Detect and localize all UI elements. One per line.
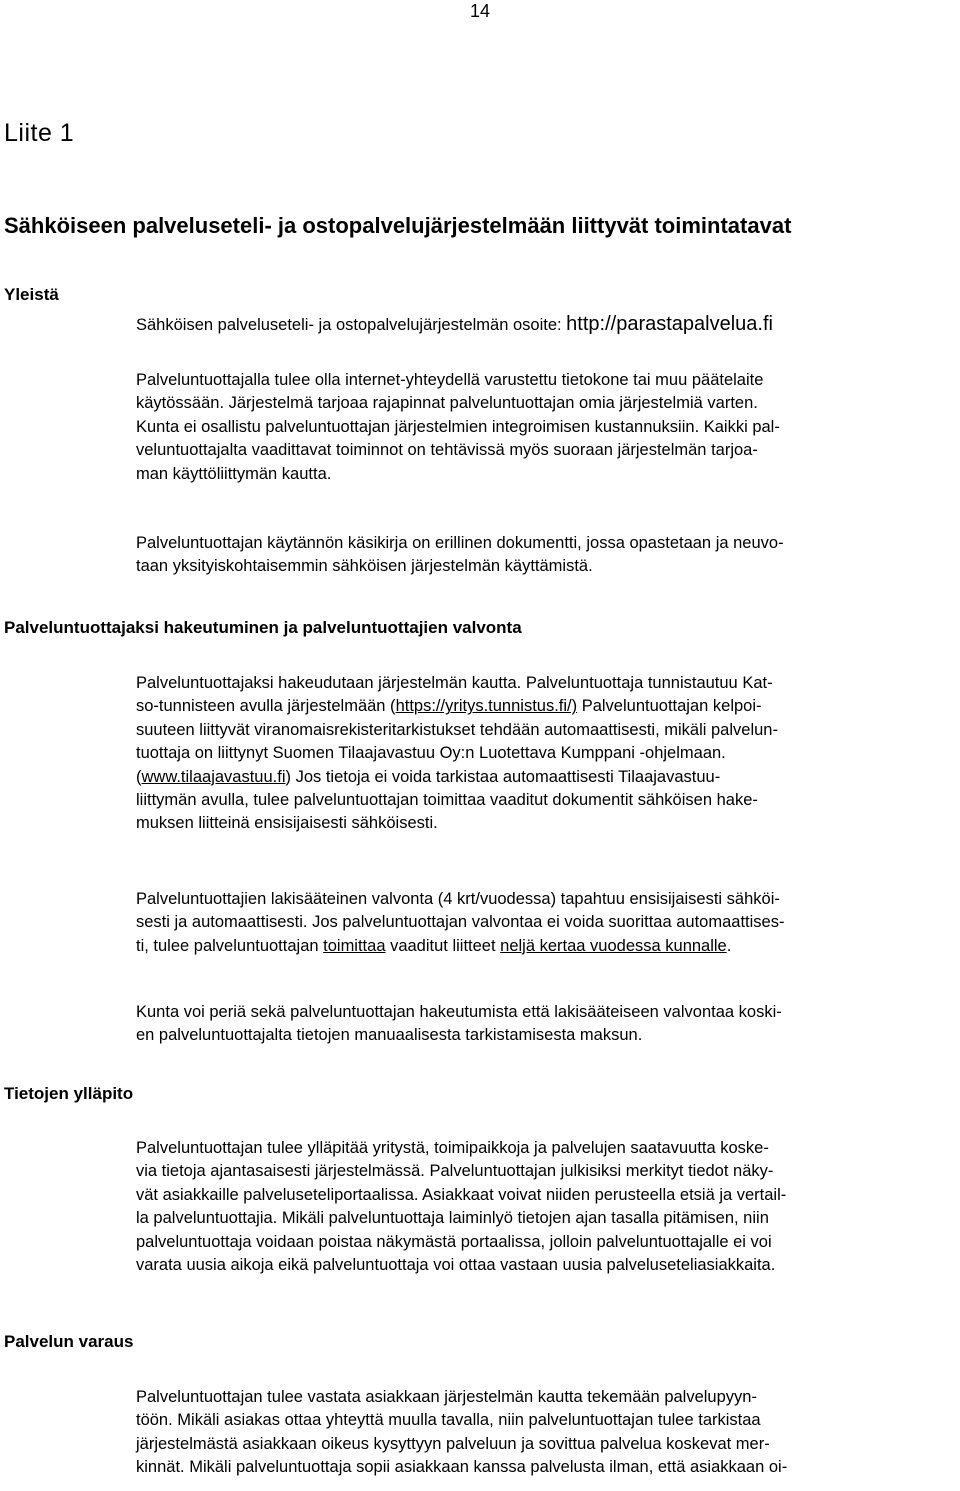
text-line: la palveluntuottajia. Mikäli palveluntuottaja laiminlyö tietojen ajan tasalla pitämisen, niin: [136, 1209, 769, 1228]
text-span: (: [136, 767, 142, 786]
text-line: muksen liitteinä ensisijaisesti sähköisesti.: [136, 814, 438, 833]
text-span: .: [726, 936, 732, 955]
text-line: via tietoja ajantasaisesti järjestelmässä. Palveluntuottajan julkisiksi merkityt tiedot näky-: [136, 1162, 774, 1181]
address-label: Sähköisen palveluseteli- ja ostopalvelujärjestelmän osoite:: [136, 316, 562, 334]
text-line: man käyttöliittymän kautta.: [136, 464, 332, 483]
appendix-label: Liite 1: [4, 119, 75, 147]
text-line: sesti ja automaattisesti. Jos palveluntuottajan valvontaa ei voida suorittaa automaattises-: [136, 913, 785, 932]
text-line: töön. Mikäli asiakas ottaa yhteyttä muulla tavalla, niin palveluntuottajan tulee tarkistaa: [136, 1411, 761, 1430]
text-line: Palveluntuottajalla tulee olla internet-yhteydellä varustettu tietokone tai muu päätelaite: [136, 371, 764, 389]
text-line: Kunta ei osallistu palveluntuottajan järjestelmien integroimisen kustannuksiin. Kaikki pal-: [136, 417, 780, 436]
section-heading-yleista: Yleistä: [4, 285, 59, 304]
text-line: [136, 695, 956, 718]
hakeutuminen-paragraph-2: [136, 888, 956, 958]
text-line: Palveluntuottajan käytännön käsikirja on erillinen dokumentti, jossa opastetaan ja neuvo-: [136, 534, 784, 552]
document-title: Sähköiseen palveluseteli- ja ostopalvelujärjestelmään liittyvät toimintatavat: [4, 213, 792, 238]
section-heading-tietojen-yllapito: Tietojen ylläpito: [4, 1084, 134, 1103]
address-url[interactable]: http://parastapalvelua.fi: [566, 313, 773, 335]
text-line: Palveluntuottajien lakisääteinen valvonta (4 krt/vuodessa) tapahtuu ensisijaisesti sähköi-: [136, 890, 780, 908]
page-number: 14: [469, 1, 491, 21]
hakeutuminen-paragraph-1: [136, 672, 956, 836]
text-line: taan yksityiskohtaisemmin sähköisen järjestelmän käyttämistä.: [136, 557, 593, 576]
text-line: suuteen liittyvät viranomaisrekisteritarkistukset tehdään automaattisesti, mikäli palvelun-: [136, 720, 778, 739]
text-span: ) Jos tietoja ei voida tarkistaa automaattisesti Tilaajavastuu-: [285, 767, 721, 786]
text-line: vät asiakkaille palveluseteliportaalissa. Asiakkaat voivat niiden perusteella etsiä ja vertail-: [136, 1185, 787, 1204]
text-line: [136, 935, 956, 958]
text-line: käytössään. Järjestelmä tarjoaa rajapinnat palveluntuottajan omia järjestelmiä varten.: [136, 394, 758, 413]
yleista-paragraph-2: [136, 532, 956, 579]
text-line: liittymän avulla, tulee palveluntuottajan toimittaa vaaditut dokumentit sähköisen hake-: [136, 791, 758, 810]
section-heading-hakeutuminen: Palveluntuottajaksi hakeutuminen ja palveluntuottajien valvonta: [4, 618, 522, 637]
text-line: Palveluntuottajan tulee vastata asiakkaan järjestelmän kautta tekemään palvelupyyn-: [136, 1388, 757, 1406]
underlined-text: neljä kertaa vuodessa kunnalle: [500, 936, 727, 955]
tilaajavastuu-link[interactable]: www.tilaajavastuu.fi: [141, 767, 286, 786]
palvelun-varaus-paragraph: [136, 1386, 956, 1480]
text-line: varata uusia aikoja eikä palveluntuottaja voi ottaa vastaan uusia palveluseteliasiakkaita.: [136, 1256, 776, 1275]
text-span: ti, tulee palveluntuottajan: [136, 936, 324, 955]
text-line: tuottaja on liittynyt Suomen Tilaajavastuu Oy:n Luotettava Kumppani -ohjelmaan.: [136, 744, 726, 763]
text-line: Palveluntuottajan tulee ylläpitää yritystä, toimipaikkoja ja palvelujen saatavuutta koske-: [136, 1139, 769, 1157]
text-span: vaaditut liitteet: [385, 936, 501, 955]
text-line: kinnät. Mikäli palveluntuottaja sopii asiakkaan kanssa palvelusta ilman, että asiakkaan oi-: [136, 1458, 788, 1477]
text-line: Kunta voi periä sekä palveluntuottajan hakeutumista että lakisääteiseen valvontaa koski-: [136, 1003, 782, 1021]
text-span: so-tunnisteen avulla järjestelmään (: [136, 697, 396, 716]
text-line: Palveluntuottajaksi hakeudutaan järjestelmän kautta. Palveluntuottaja tunnistautuu Kat-: [136, 674, 773, 692]
tietojen-yllapito-paragraph: [136, 1137, 956, 1277]
underlined-text: toimittaa: [323, 936, 386, 955]
address-line: [136, 313, 956, 337]
text-line: [136, 766, 956, 789]
text-span: Palveluntuottajan kelpoi-: [577, 697, 762, 716]
yleista-paragraph-1: [136, 369, 956, 486]
text-line: en palveluntuottajalta tietojen manuaalisesta tarkistamisesta maksun.: [136, 1026, 643, 1045]
text-line: järjestelmästä asiakkaan oikeus kysyttyyn palveluun ja sovittua palvelua koskevat mer-: [136, 1434, 770, 1453]
text-line: veluntuottajalta vaadittavat toiminnot on tehtävissä myös suoraan järjestelmän tarjoa-: [136, 441, 758, 460]
tunnistus-link[interactable]: https://yritys.tunnistus.fi/): [395, 697, 578, 716]
hakeutuminen-paragraph-3: [136, 1001, 956, 1048]
section-heading-palvelun-varaus: Palvelun varaus: [4, 1332, 134, 1351]
text-line: palveluntuottaja voidaan poistaa näkymästä portaalissa, jolloin palveluntuottajalle ei voi: [136, 1232, 772, 1251]
